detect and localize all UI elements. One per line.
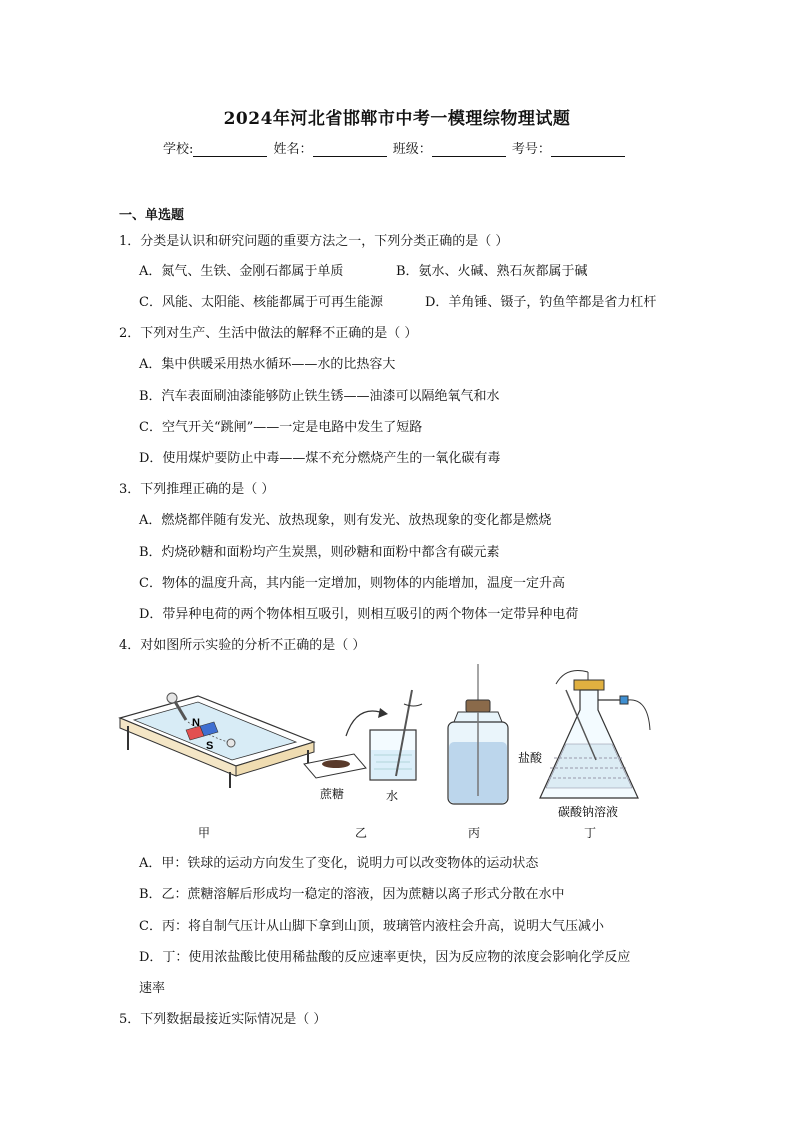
question-2-stem: 2．下列对生产、生活中做法的解释不正确的是（ ） [119,326,418,341]
question-2-option-c: C．空气开关“跳闸”——一定是电路中发生了短路 [139,420,423,435]
caption-bing: 丙 [468,826,481,840]
name-blank [313,142,387,157]
exam-number-blank [551,142,625,157]
class-label: 班级： [392,142,432,157]
student-info-row [163,138,627,157]
magnet-s-label: S [206,740,214,752]
school-label: 学校: [163,142,194,157]
question-4-option-d-continued: 速率 [139,981,166,996]
name-label: 姓名： [273,142,313,157]
apparatus-yi [304,690,422,803]
question-1-option-d: D．羊角锤、镊子，钓鱼竿都是省力杠杆 [425,295,657,310]
question-2-option-b: B．汽车表面刷油漆能够防止铁生锈——油漆可以隔绝氧气和水 [139,389,500,404]
question-4-option-d: D．丁：使用浓盐酸比使用稀盐酸的反应速率更快，因为反应物的浓度会影响化学反应 [139,950,631,965]
question-2-option-a: A．集中供暖采用热水循环——水的比热容大 [139,357,396,372]
water-label: 水 [386,789,399,803]
apparatus-jia [120,693,314,788]
question-3-stem: 3．下列推理正确的是（ ） [119,482,275,497]
question-3-option-b: B．灼烧砂糖和面粉均产生炭黑，则砂糖和面粉中都含有碳元素 [139,545,500,560]
caption-jia: 甲 [198,826,211,840]
caption-yi: 乙 [355,826,368,840]
question-3-option-c: C．物体的温度升高，其内能一定增加，则物体的内能增加，温度一定升高 [139,576,565,591]
question-3-option-a: A．燃烧都伴随有发光、放热现象，则有发光、放热现象的变化都是燃烧 [139,513,552,528]
question-4-option-c: C．丙：将自制气压计从山脚下拿到山顶，玻璃管内液柱会升高，说明大气压减小 [139,919,604,934]
experiment-illustration [118,660,678,842]
question-4-option-b: B．乙：蔗糖溶解后形成均一稳定的溶液，因为蔗糖以离子形式分散在水中 [139,887,565,902]
exam-number-label: 考号： [511,142,551,157]
sugar-label: 蔗糖 [320,787,345,801]
question-1-option-c: C．风能、太阳能、核能都属于可再生能源 [139,295,383,310]
solution-label: 碳酸钠溶液 [558,805,619,819]
apparatus-bing [448,664,508,804]
apparatus-ding [518,671,650,820]
school-blank [193,142,267,157]
page-title: 2024年河北省邯郸市中考一模理综物理试题 [223,109,571,129]
acid-label: 盐酸 [518,751,543,765]
caption-ding: 丁 [584,826,597,840]
question-3-option-d: D．带异种电荷的两个物体相互吸引，则相互吸引的两个物体一定带异种电荷 [139,607,579,622]
question-4-stem: 4．对如图所示实验的分析不正确的是（ ） [119,638,366,653]
section-heading: 一、单选题 [119,208,185,223]
question-1-stem: 1．分类是认识和研究问题的重要方法之一，下列分类正确的是（ ） [119,234,509,249]
question-1-option-b: B．氨水、火碱、熟石灰都属于碱 [396,264,588,279]
magnet-n-label: N [192,717,200,729]
question-1-option-a: A．氮气、生铁、金刚石都属于单质 [139,264,344,279]
class-blank [432,142,506,157]
experiment-figure [118,660,678,842]
question-2-option-d: D．使用煤炉要防止中毒——煤不充分燃烧产生的一氧化碳有毒 [139,451,501,466]
question-4-option-a: A．甲：铁球的运动方向发生了变化，说明力可以改变物体的运动状态 [139,856,539,871]
question-5-stem: 5．下列数据最接近实际情况是（ ） [119,1012,327,1027]
